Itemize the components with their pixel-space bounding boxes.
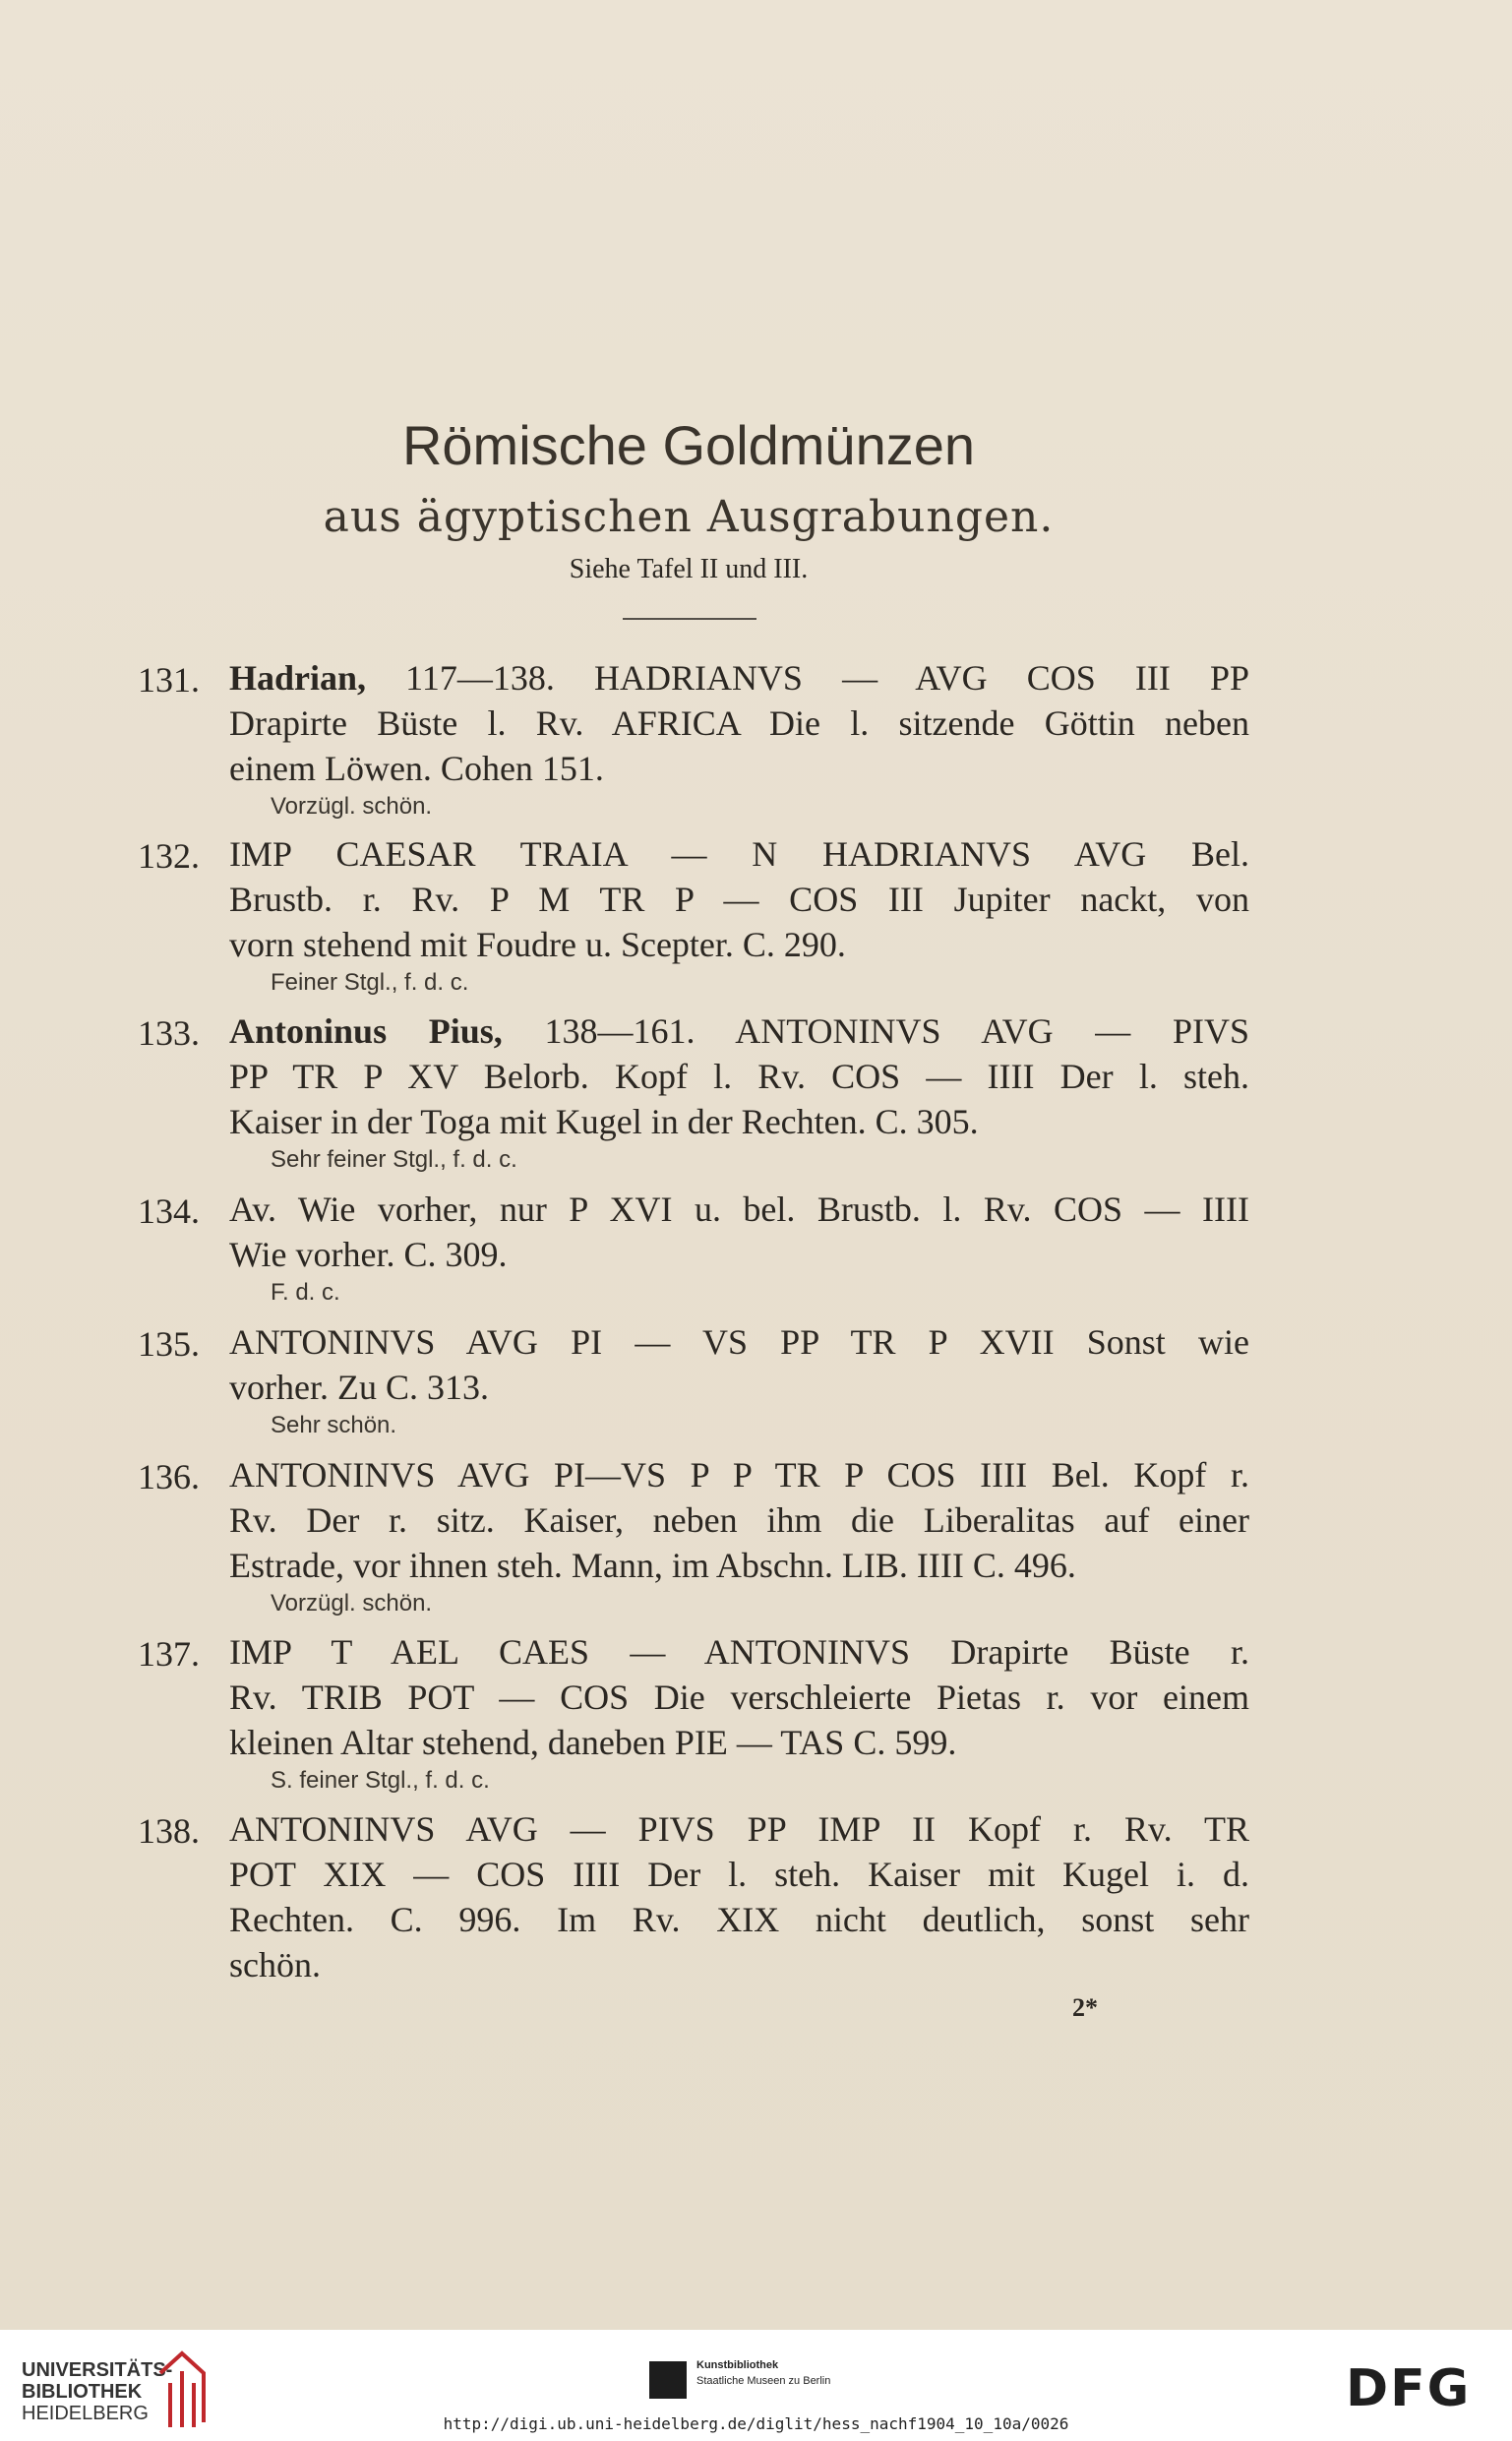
entry-line [229,877,1249,922]
source-url-link[interactable]: http://digi.ub.uni-heidelberg.de/diglit/hess_nachf1904_10_10a/0026 [443,2414,1069,2433]
entry-line [229,746,1249,791]
folio-mark: 2* [1072,1993,1098,2022]
entry-line [229,655,1249,701]
entry-line [229,1897,1249,1942]
entry-number: 133. [138,1013,200,1053]
entry-text: vorher. Zu C. 313. [229,1368,489,1407]
entry-number: 131. [138,660,200,700]
entry-text: IMP T AEL CAES — ANTONINVS Drapirte Büste r. [229,1632,1249,1672]
entry-text: POT XIX — COS IIII Der l. steh. Kaiser mit Kugel i. d. [229,1855,1249,1894]
entry-line [229,1720,1249,1765]
footer-bar [0,2330,1512,2441]
entry-line [229,1806,1249,1852]
entry-line [229,1099,1249,1144]
kunstbibliothek-logo [649,2353,944,2412]
entry-text: Brustb. r. Rv. P M TR P — COS III Jupiter nackt, von [229,880,1249,919]
plates-reference: Siehe Tafel II und III. [569,554,809,584]
kb-name: Kunstbibliothek [696,2359,779,2371]
entry-number: 136. [138,1457,200,1496]
entry-text: 138—161. ANTONINVS AVG — PIVS [502,1011,1250,1051]
condition-grade: Feiner Stgl., f. d. c. [271,969,469,996]
entry-line [229,1008,1249,1054]
ruler-name: Antoninus Pius, [229,1011,503,1051]
entry-line [229,1852,1249,1897]
entry-text: Kaiser in der Toga mit Kugel in der Rechten. C. 305. [229,1102,979,1141]
library-name-line3: HEIDELBERG [22,2403,149,2424]
entry-text: Estrade, vor ihnen steh. Mann, im Abschn. LIB. IIII C. 496. [229,1546,1076,1585]
dfg-logo: DFG [1346,2359,1472,2418]
entry-line [229,1543,1249,1588]
library-name-line2: BIBLIOTHEK [22,2381,143,2403]
entry-text: kleinen Altar stehend, daneben PIE — TAS C. 599. [229,1723,957,1762]
entry-text: ANTONINVS AVG — PIVS PP IMP II Kopf r. Rv. TR [229,1809,1249,1849]
entry-line [229,1054,1249,1099]
condition-grade: Sehr feiner Stgl., f. d. c. [271,1146,517,1173]
entry-number: 137. [138,1634,200,1674]
condition-grade: F. d. c. [271,1279,340,1306]
ruler-name: Hadrian, [229,658,367,698]
condition-grade: Sehr schön. [271,1412,397,1438]
entry-text: Wie vorher. C. 309. [229,1235,508,1274]
entry-line [229,1365,1249,1410]
entry-line [229,1629,1249,1675]
page-subtitle: aus ägyptischen Ausgrabungen. [323,492,1055,542]
entry-line [229,831,1249,877]
entry-text: ANTONINVS AVG PI — VS PP TR P XVII Sonst wie [229,1322,1249,1362]
entry-number: 135. [138,1324,200,1364]
condition-grade: Vorzügl. schön. [271,793,433,820]
title-divider [623,618,756,620]
entry-text: PP TR P XV Belorb. Kopf l. Rv. COS — IIII Der l. steh. [229,1057,1249,1096]
entry-line [229,1452,1249,1497]
entry-text: Drapirte Büste l. Rv. AFRICA Die l. sitzende Göttin neben [229,703,1249,743]
entry-text: Av. Wie vorher, nur P XVI u. bel. Brustb. l. Rv. COS — IIII [229,1190,1249,1229]
entry-text: Rv. TRIB POT — COS Die verschleierte Pietas r. vor einem [229,1678,1249,1717]
kunstbibliothek-icon [649,2361,687,2399]
entry-line [229,1675,1249,1720]
condition-grade: S. feiner Stgl., f. d. c. [271,1767,490,1794]
library-name-line1: UNIVERSITÄTS- [22,2359,173,2381]
condition-grade: Vorzügl. schön. [271,1590,433,1617]
entry-text: 117—138. HADRIANVS — AVG COS III PP [366,658,1249,698]
entry-text: ANTONINVS AVG PI—VS P P TR P COS IIII Bel. Kopf r. [229,1455,1249,1495]
page-title: Römische Goldmünzen [401,414,976,476]
entry-number: 132. [138,836,200,876]
entry-line [229,1942,1249,1987]
entry-text: IMP CAESAR TRAIA — N HADRIANVS AVG Bel. [229,834,1249,874]
entry-text: vorn stehend mit Foudre u. Scepter. C. 290. [229,925,846,964]
entry-text: schön. [229,1945,321,1984]
entry-line [229,701,1249,746]
kb-subtitle: Staatliche Museen zu Berlin [696,2375,831,2387]
entry-text: Rv. Der r. sitz. Kaiser, neben ihm die Liberalitas auf einer [229,1500,1249,1540]
entry-text: Rechten. C. 996. Im Rv. XIX nicht deutlich, sonst sehr [229,1900,1249,1939]
entry-line [229,1232,1249,1277]
entry-line [229,1497,1249,1543]
entry-line [229,1187,1249,1232]
entry-line [229,1319,1249,1365]
entry-line [229,922,1249,967]
entry-number: 138. [138,1811,200,1851]
entry-text: einem Löwen. Cohen 151. [229,749,604,788]
entry-number: 134. [138,1191,200,1231]
